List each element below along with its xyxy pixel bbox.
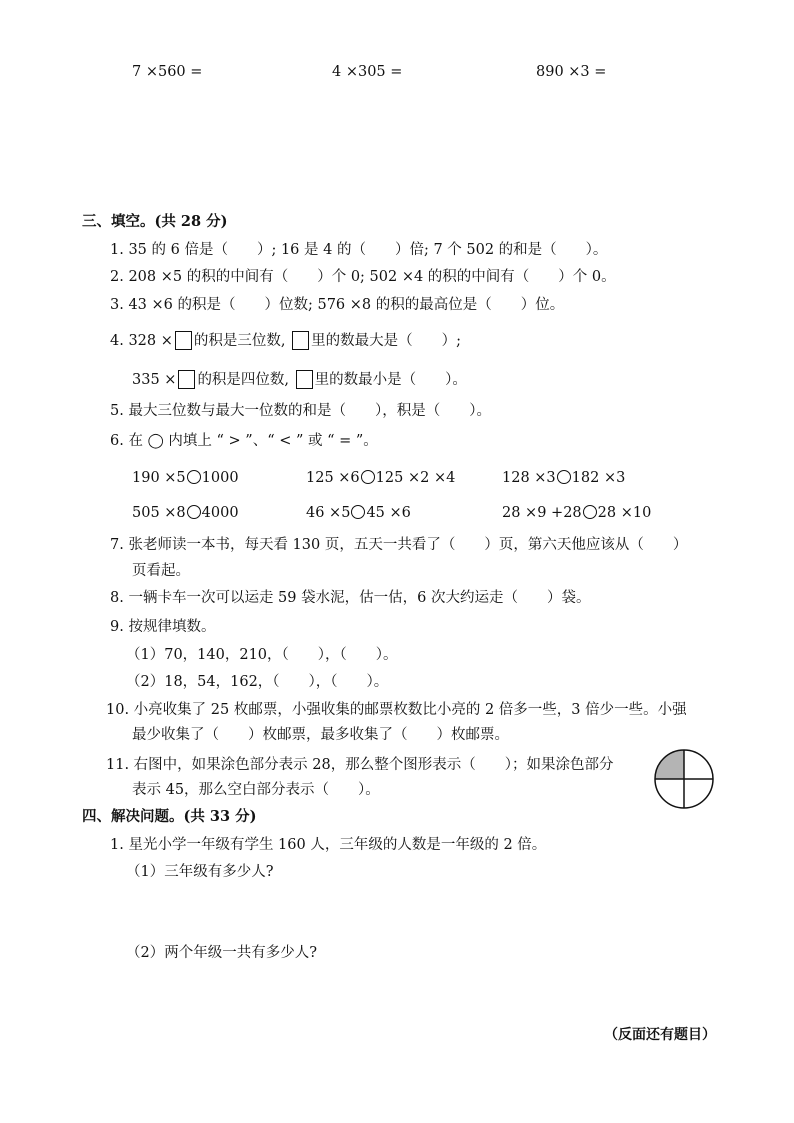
question-3-10a: 10. 小亮收集了 25 枚邮票，小强收集的邮票枚数比小亮的 2 倍多一些，3 倍少一些。小强	[106, 702, 687, 718]
question-4-1: 1. 星光小学一年级有学生 160 人，三年级的人数是一年级的 2 倍。	[110, 837, 547, 853]
question-3-9: 9. 按规律填数。	[110, 619, 216, 635]
compare-2	[306, 470, 455, 486]
q4a-prefix: 4. 328 ×	[110, 333, 173, 349]
compare-left: 46 ×5	[306, 505, 351, 521]
q4a-middle: 的积是三位数,	[193, 333, 286, 349]
compare-right: 125 ×2 ×4	[375, 470, 456, 486]
question-4-1-1: （1）三年级有多少人?	[126, 864, 274, 880]
footer-note: （反面还有题目）	[604, 1027, 716, 1043]
quarter-circle-figure	[653, 748, 715, 810]
question-3-9-2: （2）18，54，162，（ ），（ ）。	[126, 674, 389, 690]
compare-right: 1000	[201, 470, 239, 486]
q4b-suffix: 里的数最小是（ ）。	[314, 372, 467, 388]
question-3-11a: 11. 右图中，如果涂色部分表示 28，那么整个图形表示（ ）；如果涂色部分	[106, 757, 614, 773]
blank-box	[175, 331, 192, 350]
question-3-2: 2. 208 ×5 的积的中间有（ ）个 0; 502 ×4 的积的中间有（ ）个 0。	[110, 269, 616, 285]
q4b-middle: 的积是四位数,	[197, 372, 290, 388]
section-4-title: 四、解决问题。(共 33 分)	[82, 808, 257, 825]
compare-left: 128 ×3	[502, 470, 556, 486]
compare-right: 45 ×6	[366, 505, 411, 521]
blank-box	[178, 370, 195, 389]
calc-2: 4 ×305 =	[332, 64, 403, 80]
compare-circle	[361, 470, 375, 484]
question-3-9-1: （1）70，140，210，（ ），（ ）。	[126, 647, 398, 663]
compare-circle	[557, 470, 571, 484]
question-3-1: 1. 35 的 6 倍是（ ）; 16 是 4 的（ ）倍; 7 个 502 的和是（ ）。	[110, 242, 608, 258]
question-3-7b: 页看起。	[132, 563, 190, 579]
compare-right: 182 ×3	[571, 470, 626, 486]
question-3-4a	[110, 331, 461, 350]
compare-left: 505 ×8	[132, 505, 186, 521]
question-3-5: 5. 最大三位数与最大一位数的和是（ ），积是（ ）。	[110, 403, 491, 419]
compare-left: 125 ×6	[306, 470, 360, 486]
q4b-prefix: 335 ×	[132, 372, 177, 388]
compare-6	[502, 505, 651, 521]
question-3-3: 3. 43 ×6 的积是（ ）位数; 576 ×8 的积的最高位是（ ）位。	[110, 297, 565, 313]
question-3-11b: 表示 45，那么空白部分表示（ ）。	[132, 782, 380, 798]
compare-3	[502, 470, 625, 486]
question-3-4b	[132, 370, 467, 389]
compare-right: 28 ×10	[597, 505, 652, 521]
question-3-6: 6. 在 ◯ 内填上 “ > ”、“ < ” 或 “ = ”。	[110, 433, 378, 449]
compare-circle	[351, 505, 365, 519]
compare-right: 4000	[201, 505, 239, 521]
compare-5	[306, 505, 411, 521]
question-3-8: 8. 一辆卡车一次可以运走 59 袋水泥，估一估，6 次大约运走（ ）袋。	[110, 590, 591, 606]
calc-1: 7 ×560 =	[132, 64, 203, 80]
compare-4	[132, 505, 239, 521]
compare-left: 190 ×5	[132, 470, 186, 486]
blank-box	[296, 370, 313, 389]
compare-circle	[187, 470, 201, 484]
compare-circle	[187, 505, 201, 519]
question-3-7a: 7. 张老师读一本书，每天看 130 页，五天一共看了（ ）页，第六天他应该从（ ）	[110, 537, 688, 553]
question-3-10b: 最少收集了（ ）枚邮票，最多收集了（ ）枚邮票。	[132, 727, 509, 743]
q4a-suffix: 里的数最大是（ ）;	[311, 333, 461, 349]
blank-box	[292, 331, 309, 350]
compare-1	[132, 470, 239, 486]
compare-circle	[583, 505, 597, 519]
calc-3: 890 ×3 =	[536, 64, 607, 80]
compare-left: 28 ×9 +28	[502, 505, 582, 521]
section-3-title: 三、填空。(共 28 分)	[82, 213, 228, 230]
question-4-1-2: （2）两个年级一共有多少人?	[126, 945, 317, 961]
